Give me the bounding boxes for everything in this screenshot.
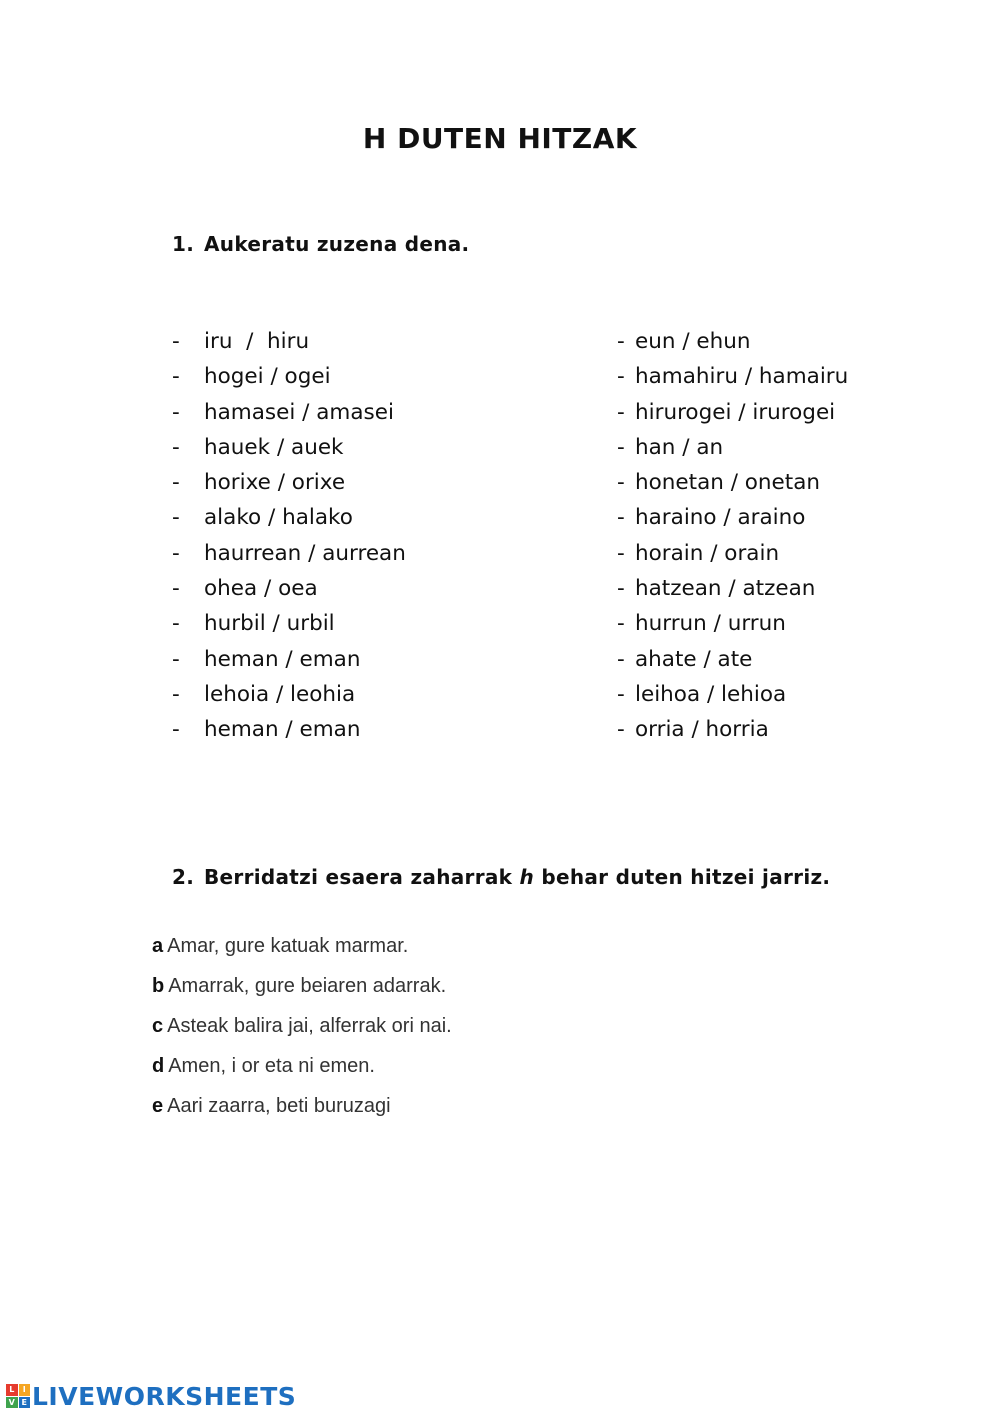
word-pair-text: lehoia / leohia (204, 681, 356, 707)
proverb-text: Amar, gure katuak marmar. (167, 935, 409, 957)
section-1-heading-text: Aukeratu zuzena dena. (204, 232, 470, 256)
word-pair-text: leihoa / lehioa (635, 681, 787, 707)
word-pair-right-8 (617, 574, 848, 609)
word-pair-right-9 (617, 609, 848, 644)
section-2-heading-pre: Berridatzi esaera zaharrak (204, 865, 520, 889)
section-2-heading (172, 865, 830, 889)
list-dash: - (172, 540, 180, 566)
word-pair-text: hamasei / amasei (204, 399, 394, 425)
word-pair-text: hurrun / urrun (635, 611, 786, 637)
logo-mark-square: I (19, 1384, 31, 1396)
list-dash: - (172, 329, 180, 354)
list-dash: - (617, 646, 625, 672)
word-pair-right-10 (617, 645, 848, 680)
proverb-text: Amen, i or eta ni emen. (168, 1055, 375, 1077)
proverb-list (152, 931, 452, 1131)
section-2-number: 2. (172, 865, 195, 889)
list-dash: - (172, 505, 180, 531)
word-pair-text: iru / hiru (204, 329, 310, 354)
section-1-heading (172, 232, 469, 256)
word-pair-text: hauek / auek (204, 434, 344, 460)
word-pair-left-3 (172, 398, 406, 433)
list-dash: - (172, 576, 180, 602)
list-dash: - (617, 611, 625, 637)
proverb-text: Aari zaarra, beti buruzagi (167, 1095, 391, 1117)
word-pair-text: hogei / ogei (204, 364, 331, 390)
section-2-heading-post: behar duten hitzei jarriz. (534, 865, 831, 889)
list-dash: - (172, 646, 180, 672)
proverb-item-a (152, 931, 452, 971)
list-dash: - (172, 470, 180, 496)
word-pair-right-12 (617, 715, 848, 750)
word-pair-text: heman / eman (204, 717, 361, 743)
list-dash: - (617, 364, 625, 390)
word-pair-right-4 (617, 433, 848, 468)
list-dash: - (617, 681, 625, 707)
word-pair-right-1 (617, 327, 848, 362)
list-dash: - (617, 505, 625, 531)
list-dash: - (172, 364, 180, 390)
logo-mark-square: E (19, 1397, 31, 1409)
word-pair-text: hirurogei / irurogei (635, 399, 836, 425)
word-pair-left-4 (172, 433, 406, 468)
word-pair-text: hamahiru / hamairu (635, 364, 849, 390)
proverb-item-b (152, 971, 452, 1011)
list-dash: - (172, 717, 180, 743)
word-pair-right-6 (617, 503, 848, 538)
proverb-letter: a (152, 935, 164, 957)
word-pair-left-7 (172, 539, 406, 574)
word-pair-left-2 (172, 362, 406, 397)
list-dash: - (617, 434, 625, 460)
proverb-text: Asteak balira jai, alferrak ori nai. (167, 1015, 452, 1037)
word-pair-text: ohea / oea (204, 576, 318, 602)
word-pair-text: heman / eman (204, 646, 361, 672)
logo-text: LIVEWORKSHEETS (32, 1381, 297, 1411)
word-pair-text: hurbil / urbil (204, 611, 335, 637)
word-pair-text: orria / horria (635, 717, 769, 743)
list-dash: - (617, 470, 625, 496)
word-pair-text: haraino / araino (635, 505, 806, 531)
logo-mark-square: V (6, 1397, 18, 1409)
proverb-letter: e (152, 1095, 164, 1117)
list-dash: - (172, 434, 180, 460)
list-dash: - (172, 681, 180, 707)
word-pair-text: honetan / onetan (635, 470, 821, 496)
proverb-letter: c (152, 1015, 164, 1037)
proverb-letter: d (152, 1055, 165, 1077)
word-pair-text: han / an (635, 434, 724, 460)
word-pairs-left-column (172, 327, 406, 751)
word-pairs-right-column (617, 327, 848, 751)
word-pair-text: horain / orain (635, 540, 780, 566)
word-pair-left-9 (172, 609, 406, 644)
logo-mark-icon (6, 1384, 30, 1408)
list-dash: - (617, 329, 625, 354)
liveworksheets-logo (6, 1380, 296, 1412)
word-pair-right-2 (617, 362, 848, 397)
proverb-text: Amarrak, gure beiaren adarrak. (168, 975, 447, 997)
list-dash: - (617, 399, 625, 425)
word-pair-left-1 (172, 327, 406, 362)
proverb-item-c (152, 1011, 452, 1051)
list-dash: - (617, 717, 625, 743)
list-dash: - (617, 576, 625, 602)
word-pair-left-11 (172, 680, 406, 715)
word-pair-right-5 (617, 468, 848, 503)
proverb-item-d (152, 1051, 452, 1091)
word-pair-text: horixe / orixe (204, 470, 346, 496)
list-dash: - (172, 399, 180, 425)
word-pair-right-3 (617, 398, 848, 433)
page-title: H DUTEN HITZAK (362, 122, 638, 155)
word-pair-left-12 (172, 715, 406, 750)
section-2-heading-emphasis: h (519, 865, 535, 889)
word-pair-left-8 (172, 574, 406, 609)
word-pair-right-7 (617, 539, 848, 574)
list-dash: - (617, 540, 625, 566)
word-pair-text: eun / ehun (635, 329, 751, 354)
word-pair-text: alako / halako (204, 505, 353, 531)
section-1-number: 1. (172, 232, 195, 256)
word-pair-left-10 (172, 645, 406, 680)
word-pair-text: ahate / ate (635, 646, 753, 672)
word-pair-left-5 (172, 468, 406, 503)
list-dash: - (172, 611, 180, 637)
proverb-letter: b (152, 975, 165, 997)
word-pair-right-11 (617, 680, 848, 715)
word-pair-left-6 (172, 503, 406, 538)
word-pair-text: haurrean / aurrean (204, 540, 406, 566)
word-pair-text: hatzean / atzean (635, 576, 816, 602)
logo-mark-square: L (6, 1384, 18, 1396)
proverb-item-e (152, 1091, 452, 1131)
